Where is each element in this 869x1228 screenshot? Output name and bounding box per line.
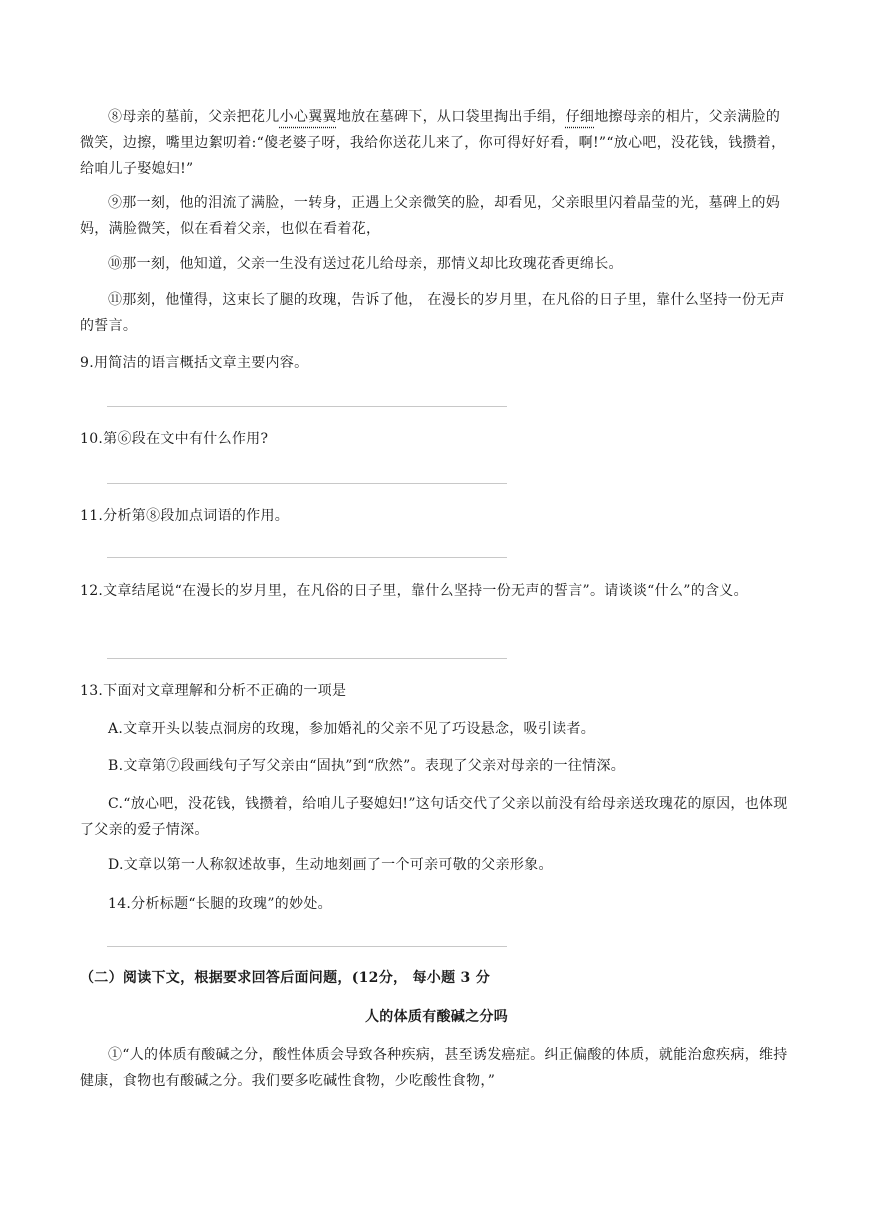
question-11: 11.分析第⑧段加点词语的作用。: [80, 508, 290, 524]
option-d: D.文章以第一人称叙述故事，生动地刻画了一个可亲可敬的父亲形象。: [108, 857, 553, 873]
answer-line-11[interactable]: [107, 557, 507, 558]
option-c: C.“放心吧，没花钱，钱攒着，给咱儿子娶媳妇!”这句话交代了父亲以前没有给母亲送玫瑰花的原因，也体现了父亲的爱子情深。: [80, 796, 788, 838]
paragraph-8-text-a: ⑧母亲的墓前，父亲把花儿: [108, 109, 280, 125]
question-14: 14.分析标题“长腿的玫瑰”的妙处。: [108, 896, 332, 912]
paragraph-9: ⑨那一刻，他的泪流了满脸，一转身，正遇上父亲微笑的脸，却看见，父亲眼里闪着晶莹的光，墓碑上的妈妈，满脸微笑，似在看着父亲，也似在看着花，: [80, 195, 781, 237]
paragraph-8: [80, 104, 793, 182]
answer-line-9[interactable]: [107, 406, 507, 407]
section-2-heading: （二）阅读下文，根据要求回答后面问题，(12分， 每小题 3 分: [80, 970, 491, 986]
answer-line-14[interactable]: [107, 946, 507, 947]
dotted-phrase-1: 小心翼翼: [279, 109, 337, 125]
paragraph-11: ⑪那刻，他懂得，这束长了腿的玫瑰，告诉了他， 在漫长的岁月里，在凡俗的日子里，靠什么坚持一份无声的誓言。: [80, 292, 785, 334]
answer-line-12[interactable]: [107, 658, 507, 659]
article-title: 人的体质有酸碱之分吗: [365, 1009, 508, 1025]
option-a: A.文章开头以装点洞房的玫瑰，参加婚礼的父亲不见了巧设悬念，吸引读者。: [108, 721, 596, 737]
paragraph-10: ⑩那一刻，他知道，父亲一生没有送过花儿给母亲，那情义却比玫瑰花香更绵长。: [108, 256, 623, 272]
question-10: 10.第⑥段在文中有什么作用?: [80, 431, 269, 447]
question-9: 9.用简洁的语言概括文章主要内容。: [80, 355, 309, 371]
answer-line-10[interactable]: [107, 483, 507, 484]
paragraph-8-text-c: 地擦母亲的相片，父亲满脸的微笑，边擦，嘴里边絮叨着:“傻老婆子呀，我给你送花儿来了，你可得好好看，啊!”“放心吧，没花钱，钱攒着，给咱儿子娶媳妇!”: [80, 109, 786, 177]
paragraph-8-text-b: 地放在墓碑下，从口袋里掏出手绢，: [336, 109, 566, 125]
dotted-phrase-2: 仔细: [565, 109, 595, 125]
question-13: 13.下面对文章理解和分析不正确的一项是: [80, 683, 347, 699]
section-2-paragraph-1: ①“人的体质有酸碱之分，酸性体质会导致各种疾病，甚至诱发癌症。纠正偏酸的体质，就能治愈疾病，维持健康，食物也有酸碱之分。我们要多吃碱性食物，少吃酸性食物，”: [80, 1047, 788, 1089]
question-12: 12.文章结尾说“在漫长的岁月里，在凡俗的日子里，靠什么坚持一份无声的誓言”。请谈谈“什么”的含义。: [80, 583, 748, 599]
option-b: B.文章第⑦段画线句子写父亲由“固执”到“欣然”。表现了父亲对母亲的一往情深。: [108, 758, 626, 774]
